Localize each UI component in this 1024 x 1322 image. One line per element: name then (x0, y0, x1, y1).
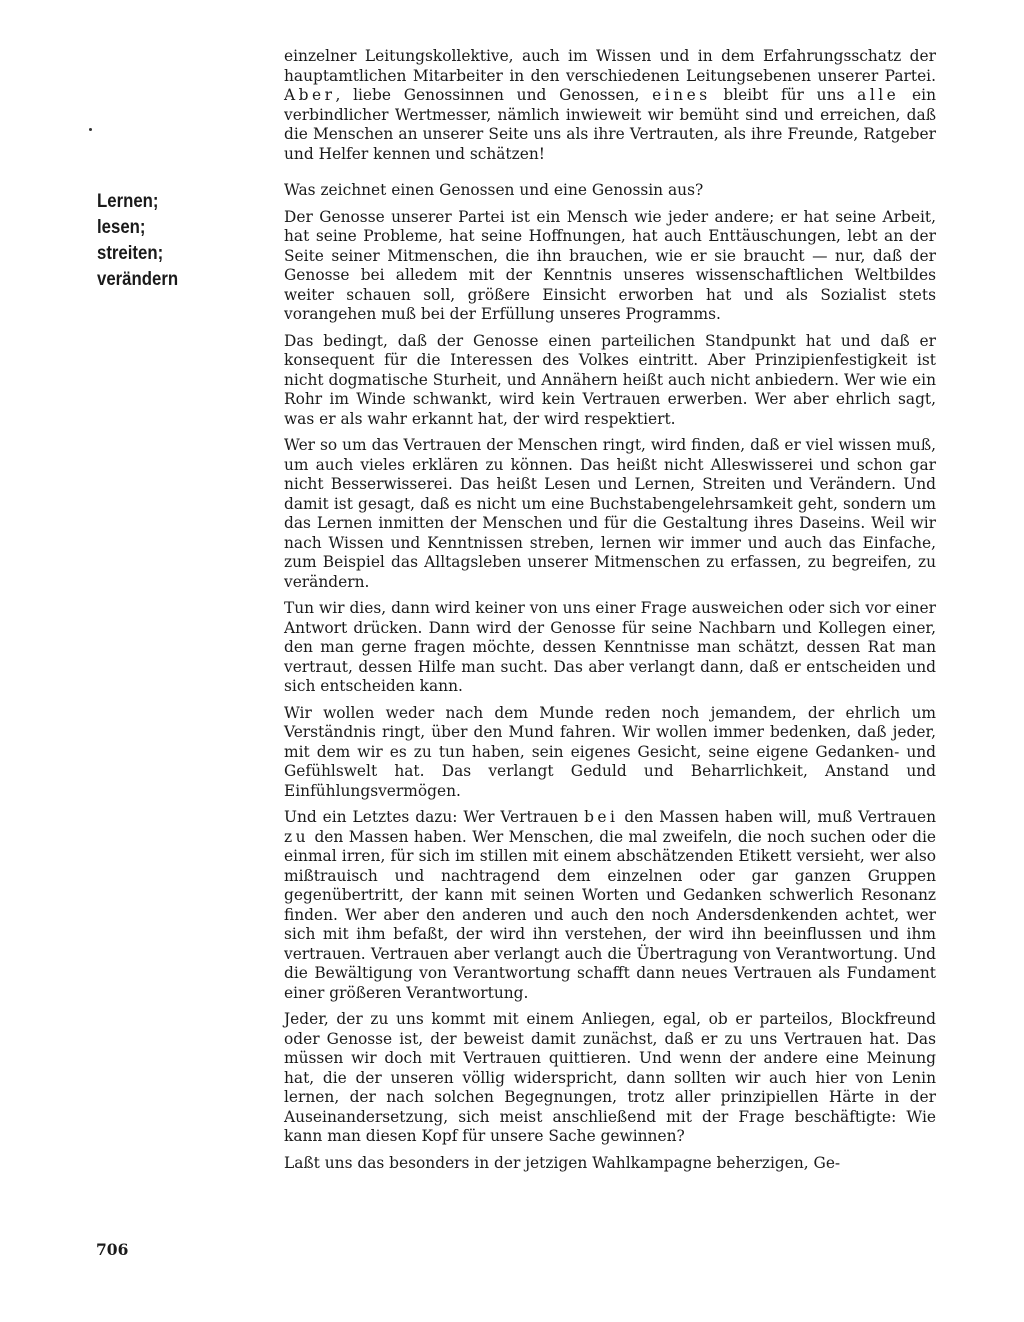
paragraph: Der Genosse unserer Partei ist ein Mensch wie jeder andere; er hat seine Arbeit, hat seine Probleme, hat seine Hoffnungen, hat auch Enttäuschungen, lebt an der Seite seiner Mitmenschen, die ihn brauchen, wie er sie braucht — nur, daß der Genosse bei alledem mit der Kenntnis unseres wissenschaftlichen Weltbildes weiter schauen soll, größere Einsicht erworben hat und als Sozialist stets vorangehen muß bei der Erfüllung unseres Programms. (284, 207, 936, 323)
paragraph: Laßt uns das besonders in der jetzigen Wahlkampagne beherzigen, Ge- (284, 1153, 841, 1172)
paragraph (284, 808, 936, 1003)
emphasis-spaced: Aber (284, 86, 336, 104)
emphasis-spaced: alle (857, 86, 900, 104)
marginal-heading-line: streiten; (97, 242, 164, 264)
paragraph: Wir wollen weder nach dem Munde reden noch jemandem, der ehrlich um Verständnis ringt, über den Mund fahren. Wir wollen immer bedenken, daß jeder, mit dem wir es zu tun haben, sein eigenes Gesicht, seine eigene Gedanken- und Gefühlswelt hat. Das verlangt Geduld und Beharrlichkeit, Anstand und Einfühlungsvermögen. (284, 703, 936, 800)
text-run: den Massen haben will, muß Vertrauen (618, 808, 936, 826)
marginal-heading-line: Lernen; (97, 190, 159, 212)
emphasis-spaced: eines (652, 86, 711, 104)
scan-speck (89, 128, 92, 131)
text-run: , liebe Genossinnen und Genossen, (335, 86, 653, 104)
body-text (284, 47, 936, 1173)
marginal-heading-line: lesen; (97, 216, 146, 238)
section-question: Was zeichnet einen Genossen und eine Genossin aus? (284, 181, 704, 199)
emphasis-spaced: bei (584, 808, 619, 826)
emphasis-spaced: zu (284, 827, 310, 846)
paragraph: Jeder, der zu uns kommt mit einem Anliegen, egal, ob er parteilos, Blockfreund oder Genosse ist, der beweist damit zunächst, daß er zu uns Vertrauen hat. Das müssen wir doch mit Vertrauen quittieren. Und wenn der andere eine Meinung hat, die der unseren völlig widerspricht, dann sollten wir auch hier von Lenin lernen, der nach solchen Begegnungen, trotz aller prinzipiellen Härte in der Auseinandersetzung, sich meist anschließend mit der Frage beschäftigte: Wie kann man diesen Kopf für unsere Sache gewinnen? (284, 1010, 936, 1145)
text-run: bleibt für uns (710, 86, 858, 104)
paragraph: Das bedingt, daß der Genosse einen parteilichen Standpunkt hat und daß er konsequent für die Interessen des Volkes eintritt. Aber Prinzipienfestigkeit ist nicht dogmatische Sturheit, und Annähern heißt auch nicht anbiedern. Wer wie ein Rohr im Winde schwankt, wird kein Vertrauen erwerben. Wer aber ehrlich sagt, was er als wahr erkannt hat, der wird respektiert. (284, 331, 936, 428)
paragraph: Tun wir dies, dann wird keiner von uns einer Frage ausweichen oder sich vor einer Antwort drücken. Dann wird der Genosse für seine Nachbarn und Kollegen einer, den man gerne fragen möchte, dessen Kenntnisse man schätzt, dessen Rat man vertraut, dessen Hilfe man sucht. Das aber verlangt dann, daß er entscheiden und sich entscheiden kann. (284, 599, 936, 695)
marginal-heading (97, 188, 217, 292)
text-run: Und ein Letztes dazu: Wer Vertrauen (284, 808, 585, 826)
text-run: den Massen haben. Wer Menschen, die mal zweifeln, die noch suchen oder die einmal irren, für sich im stillen mit einem abschätzenden Etikett versieht, wer also mißtrauisch und nachtragend dem einzelnen oder gar ganzen Gruppen gegenübertritt, der kann mit seinen Worten und Gedanken schwerlich Resonanz finden. Wer aber den anderen und auch den noch Andersdenkenden achtet, wer sich mit ihm befaßt, der wird ihn verstehen, der wird ihn beeinflussen und ihm vertrauen. Vertrauen aber verlangt auch die Übertragung von Verantwortung. Und die Bewältigung von Verantwortung schafft dann neues Vertrauen als Fundament einer größeren Verantwortung. (284, 827, 936, 1002)
paragraph: Wer so um das Vertrauen der Menschen ringt, wird finden, daß er viel wissen muß, um auch vieles erklären zu können. Das heißt nicht Alleswisserei und schon gar nicht Besserwisserei. Das heißt Lesen und Lernen, Streiten und Verändern. Und damit ist gesagt, daß es nicht um eine Buchstabengelehrsamkeit geht, sondern um das Lernen inmitten der Menschen und für die Gestaltung ihres Daseins. Weil wir nach Wissen und Kenntnissen streben, lernen wir immer und auch das Einfache, zum Beispiel das Alltagsleben unserer Mitmenschen zu erfassen, zu begreifen, zu verändern. (284, 436, 936, 591)
paragraph (284, 47, 936, 164)
page-number: 706 (96, 1240, 129, 1259)
marginal-heading-line: verändern (97, 268, 179, 290)
text-run: ein verbindlicher Wertmesser, nämlich inwieweit wir bemüht sind und erreichen, daß die Menschen an unserer Seite uns als ihre Vertrauten, als ihre Freunde, Ratgeber und Helfer kennen und schätzen! (284, 86, 936, 163)
text-run: einzelner Leitungskollektive, auch im Wissen und in dem Erfahrungsschatz der hauptamtlichen Mitarbeiter in den verschiedenen Leitungsebenen unserer Partei. (284, 47, 936, 85)
